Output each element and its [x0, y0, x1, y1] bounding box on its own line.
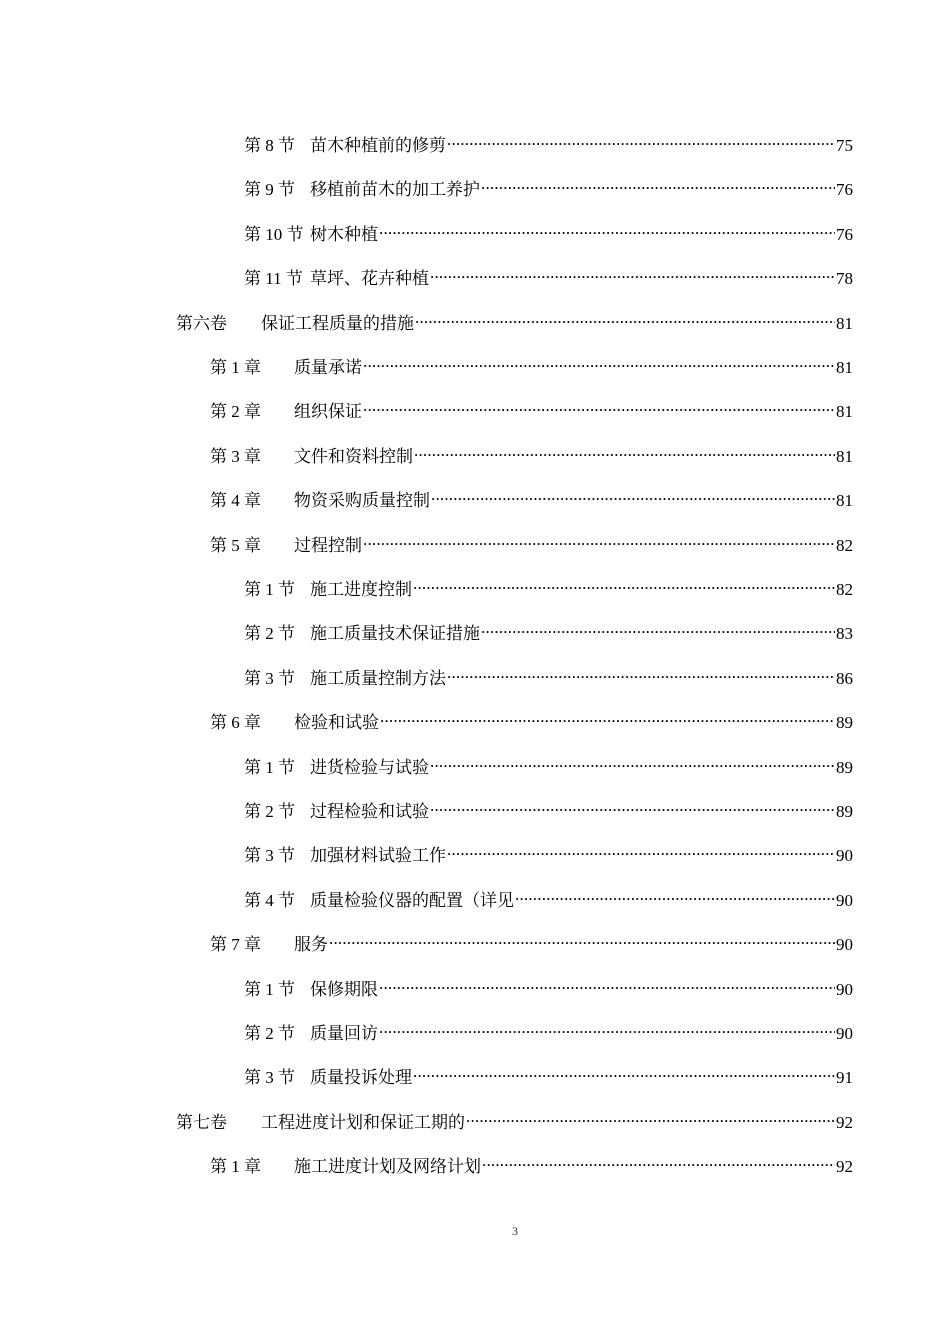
- toc-entry-title: 质量回访: [310, 1024, 378, 1043]
- toc-entry[interactable]: [210, 1146, 853, 1177]
- dot-leader: [363, 391, 835, 417]
- toc-entry-title: 文件和资料控制: [294, 446, 413, 466]
- toc-entry-title: 组织保证: [294, 402, 362, 422]
- toc-entry-label: 第 1 章: [210, 1157, 261, 1177]
- dot-leader: [379, 1013, 835, 1039]
- toc-entry-page-number: 76: [836, 180, 853, 200]
- toc-entry-page-number: 91: [836, 1068, 853, 1088]
- toc-entry-label: 第 7 章: [210, 935, 261, 955]
- toc-entry-label: 第 8 节: [244, 136, 295, 155]
- toc-entry-page-number: 81: [836, 313, 853, 333]
- toc-entry-title: 施工质量技术保证措施: [310, 624, 480, 644]
- toc-entry-label: 第 4 节: [244, 890, 295, 910]
- dot-leader: [363, 525, 835, 551]
- dot-leader: [379, 214, 835, 240]
- dot-leader: [413, 1057, 835, 1083]
- toc-entry-page-number: 82: [836, 580, 853, 599]
- dot-leader: [466, 1102, 835, 1128]
- toc-entry-label: 第 1 节: [244, 580, 295, 599]
- dot-leader: [447, 125, 835, 151]
- toc-entry[interactable]: [244, 747, 853, 777]
- dot-leader: [413, 569, 835, 595]
- toc-entry-page-number: 76: [836, 224, 853, 244]
- dot-leader: [481, 169, 835, 195]
- toc-entry[interactable]: [210, 436, 853, 466]
- toc-entry-page-number: 81: [836, 402, 853, 422]
- dot-leader: [481, 613, 835, 639]
- toc-entry-title: 质量检验仪器的配置（详见: [310, 890, 514, 910]
- toc-entry-page-number: 83: [836, 624, 853, 644]
- toc-entry-label: 第 9 节: [244, 180, 295, 200]
- dot-leader: [447, 835, 835, 861]
- toc-entry-label: 第 3 章: [210, 446, 261, 466]
- toc-entry-title: 草坪、花卉种植: [310, 269, 429, 289]
- toc-entry-label: 第 11 节: [244, 269, 303, 289]
- toc-entry-title: 物资采购质量控制: [294, 491, 430, 511]
- dot-leader: [380, 702, 835, 728]
- toc-entry-label: 第 1 节: [244, 979, 295, 999]
- toc-entry[interactable]: [210, 525, 853, 555]
- toc-entry[interactable]: [244, 880, 853, 910]
- toc-entry-label: 第 1 章: [210, 358, 261, 377]
- toc-entry-page-number: 81: [836, 491, 853, 511]
- toc-entry-label: 第 3 节: [244, 846, 295, 866]
- toc-entry[interactable]: [244, 791, 853, 821]
- toc-entry-label: 第 2 节: [244, 802, 295, 821]
- toc-entry-title: 质量投诉处理: [310, 1068, 412, 1088]
- dot-leader: [363, 347, 835, 373]
- toc-entry-label: 第 3 节: [244, 668, 295, 688]
- toc-entry-label: 第 2 章: [210, 402, 261, 422]
- toc-entry-title: 质量承诺: [294, 358, 362, 377]
- toc-entry-label: 第七卷: [176, 1112, 227, 1132]
- toc-entry-label: 第 4 章: [210, 491, 261, 511]
- toc-entry[interactable]: [210, 391, 853, 422]
- toc-entry-title: 施工进度计划及网络计划: [294, 1157, 481, 1177]
- toc-entry[interactable]: [244, 658, 853, 688]
- dot-leader: [329, 924, 835, 950]
- toc-entry-page-number: 89: [836, 757, 853, 777]
- toc-entry-page-number: 92: [836, 1157, 853, 1177]
- toc-entry[interactable]: [244, 169, 853, 200]
- toc-entry-label: 第 6 章: [210, 713, 261, 733]
- toc-entry-title: 工程进度计划和保证工期的: [261, 1112, 465, 1132]
- toc-entry-label: 第 3 节: [244, 1068, 295, 1088]
- toc-entry[interactable]: [244, 1013, 853, 1043]
- dot-leader: [447, 658, 835, 684]
- toc-entry-title: 施工质量控制方法: [310, 668, 446, 688]
- dot-leader: [430, 258, 835, 284]
- toc-entry-label: 第 2 节: [244, 624, 295, 644]
- toc-entry-title: 进货检验与试验: [310, 757, 429, 777]
- dot-leader: [515, 880, 835, 906]
- toc-entry[interactable]: [244, 613, 853, 644]
- dot-leader: [430, 747, 835, 773]
- toc-entry-title: 苗木种植前的修剪: [310, 136, 446, 155]
- dot-leader: [414, 436, 835, 462]
- toc-entry[interactable]: [210, 702, 853, 733]
- toc-entry-label: 第 1 节: [244, 757, 295, 777]
- toc-entry-page-number: 90: [836, 1024, 853, 1043]
- toc-entry-title: 过程检验和试验: [310, 802, 429, 821]
- toc-entry[interactable]: [244, 569, 853, 599]
- toc-entry-label: 第 5 章: [210, 535, 261, 555]
- toc-entry[interactable]: [244, 214, 853, 244]
- toc-entry-page-number: 82: [836, 535, 853, 555]
- toc-entry-page-number: 90: [836, 846, 853, 866]
- toc-entry-title: 服务: [294, 935, 328, 955]
- toc-entry-page-number: 75: [836, 136, 853, 155]
- toc-entry-page-number: 89: [836, 713, 853, 733]
- dot-leader: [379, 969, 835, 995]
- toc-entry-title: 保修期限: [310, 979, 378, 999]
- toc-entry-page-number: 92: [836, 1112, 853, 1132]
- toc-entry-page-number: 81: [836, 358, 853, 377]
- dot-leader: [430, 791, 835, 817]
- toc-entry-label: 第 2 节: [244, 1024, 295, 1043]
- toc-entry[interactable]: [210, 347, 853, 377]
- toc-entry-page-number: 90: [836, 935, 853, 955]
- toc-entry[interactable]: [244, 835, 853, 866]
- toc-entry[interactable]: [210, 924, 853, 955]
- dot-leader: [431, 480, 835, 506]
- toc-entry[interactable]: [244, 125, 853, 155]
- toc-entry-title: 施工进度控制: [310, 580, 412, 599]
- toc-entry[interactable]: [176, 1102, 853, 1132]
- toc-entry-title: 检验和试验: [294, 713, 379, 733]
- dot-leader: [415, 303, 835, 329]
- toc-entry-label: 第六卷: [176, 313, 227, 333]
- toc-entry-page-number: 81: [836, 446, 853, 466]
- toc-entry-page-number: 86: [836, 668, 853, 688]
- toc-entry-title: 加强材料试验工作: [310, 846, 446, 866]
- toc-entry[interactable]: [210, 480, 853, 511]
- toc-entry-page-number: 90: [836, 890, 853, 910]
- toc-entry-title: 树木种植: [310, 224, 378, 244]
- toc-entry[interactable]: [176, 303, 853, 333]
- toc-entry-label: 第 10 节: [244, 224, 304, 244]
- dot-leader: [482, 1146, 835, 1172]
- toc-entry-page-number: 89: [836, 802, 853, 821]
- toc-entry-page-number: 90: [836, 979, 853, 999]
- footer-page-number: 3: [512, 1224, 518, 1238]
- toc-entry-title: 保证工程质量的措施: [261, 313, 414, 333]
- toc-entry-page-number: 78: [836, 269, 853, 289]
- toc-entry[interactable]: [244, 969, 853, 999]
- toc-entry-title: 过程控制: [294, 535, 362, 555]
- toc-entry[interactable]: [244, 1057, 853, 1088]
- toc-entry-title: 移植前苗木的加工养护: [310, 180, 480, 200]
- toc-entry[interactable]: [244, 258, 853, 289]
